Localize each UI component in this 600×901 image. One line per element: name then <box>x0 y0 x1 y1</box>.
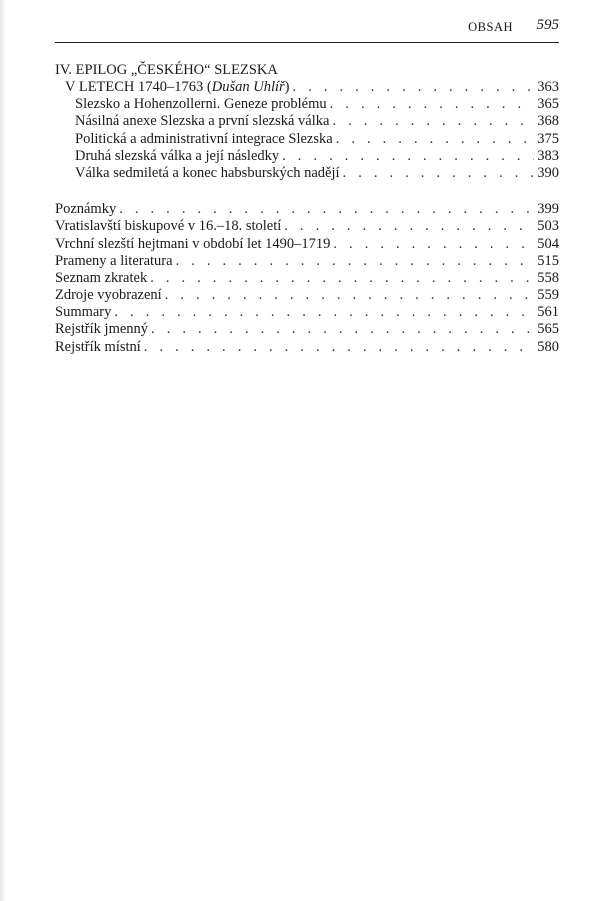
toc-entry-page: 399 <box>537 201 559 218</box>
toc-entry-page: 559 <box>537 287 559 304</box>
page-edge-shadow <box>0 0 6 901</box>
toc-entry-appendix[interactable] <box>55 253 559 270</box>
toc-entry-chapter[interactable] <box>55 148 559 165</box>
leader-dots <box>119 201 534 218</box>
toc-entry-appendix[interactable] <box>55 270 559 287</box>
toc-entry-label: Seznam zkratek <box>55 269 148 286</box>
table-of-contents <box>55 62 559 356</box>
toc-entry-label: Zdroje vyobrazení <box>55 287 162 304</box>
toc-entry-page: 363 <box>537 79 559 95</box>
toc-entry-page: 368 <box>537 113 559 130</box>
toc-entry-chapter[interactable] <box>55 165 559 182</box>
leader-dots <box>330 96 534 113</box>
toc-entry-appendix[interactable] <box>55 218 559 235</box>
toc-entry-page: 504 <box>537 235 559 252</box>
toc-entry-page: 503 <box>537 218 559 235</box>
toc-entry-appendix[interactable] <box>55 287 559 304</box>
leader-dots <box>332 113 534 130</box>
section-title: OBSAH <box>468 20 513 34</box>
toc-entry-chapter[interactable] <box>55 96 559 113</box>
toc-entry-page: 375 <box>537 130 559 147</box>
part-title: IV. EPILOG „ČESKÉHO“ SLEZSKA <box>55 62 278 78</box>
running-header <box>55 14 559 43</box>
toc-entry-appendix[interactable] <box>55 304 559 321</box>
leader-dots <box>150 270 534 287</box>
toc-entry-part-intro[interactable] <box>55 79 559 96</box>
toc-entry-label: Politická a administrativní integrace Slezska <box>75 130 333 147</box>
toc-entry-appendix[interactable] <box>55 201 559 218</box>
toc-entry-label: Násilná anexe Slezska a první slezská válka <box>75 113 330 130</box>
toc-entry-label: Vratislavští biskupové v 16.–18. století <box>55 218 282 235</box>
leader-dots <box>176 253 534 270</box>
toc-entry-appendix[interactable] <box>55 236 559 253</box>
leader-dots <box>336 131 534 148</box>
toc-entry-label: Poznámky <box>55 201 117 218</box>
toc-entry-page: 390 <box>537 164 559 181</box>
toc-entry-page: 365 <box>537 96 559 113</box>
toc-entry-page: 383 <box>537 147 559 164</box>
toc-entry-label: Rejstřík místní <box>55 338 141 355</box>
leader-dots <box>343 165 534 182</box>
toc-entry-page: 580 <box>537 338 559 355</box>
toc-entry-appendix[interactable] <box>55 321 559 338</box>
leader-dots <box>282 148 534 165</box>
section-gap <box>55 182 559 201</box>
toc-entry-label: Válka sedmiletá a konec habsburských nadějí <box>75 164 340 181</box>
leader-dots <box>333 236 534 253</box>
page-number: 595 <box>536 17 559 33</box>
toc-entry-label: Vrchní slezští hejtmani v období let 1490–1719 <box>55 235 331 252</box>
toc-entry-label: Rejstřík jmenný <box>55 321 149 338</box>
leader-dots <box>151 321 534 338</box>
toc-entry-chapter[interactable] <box>55 131 559 148</box>
toc-entry-label: Prameny a literatura <box>55 252 173 269</box>
leader-dots <box>144 339 534 356</box>
leader-dots <box>165 287 534 304</box>
toc-entry-label: V LETECH 1740–1763 (Dušan Uhlíř) <box>65 79 290 95</box>
toc-entry-chapter[interactable] <box>55 113 559 130</box>
toc-entry-label: Druhá slezská válka a její následky <box>75 147 280 164</box>
toc-entry-page: 565 <box>537 321 559 338</box>
toc-entry-label: Summary <box>55 304 112 321</box>
leader-dots <box>293 79 534 96</box>
leader-dots <box>114 304 534 321</box>
toc-entry-label: Slezsko a Hohenzollerni. Geneze problému <box>75 96 327 113</box>
toc-entry-author: Dušan Uhlíř <box>211 79 285 95</box>
toc-entry-page: 561 <box>537 304 559 321</box>
toc-entry-appendix[interactable] <box>55 339 559 356</box>
toc-entry-page: 515 <box>537 252 559 269</box>
toc-entry-page: 558 <box>537 269 559 286</box>
leader-dots <box>284 218 534 235</box>
